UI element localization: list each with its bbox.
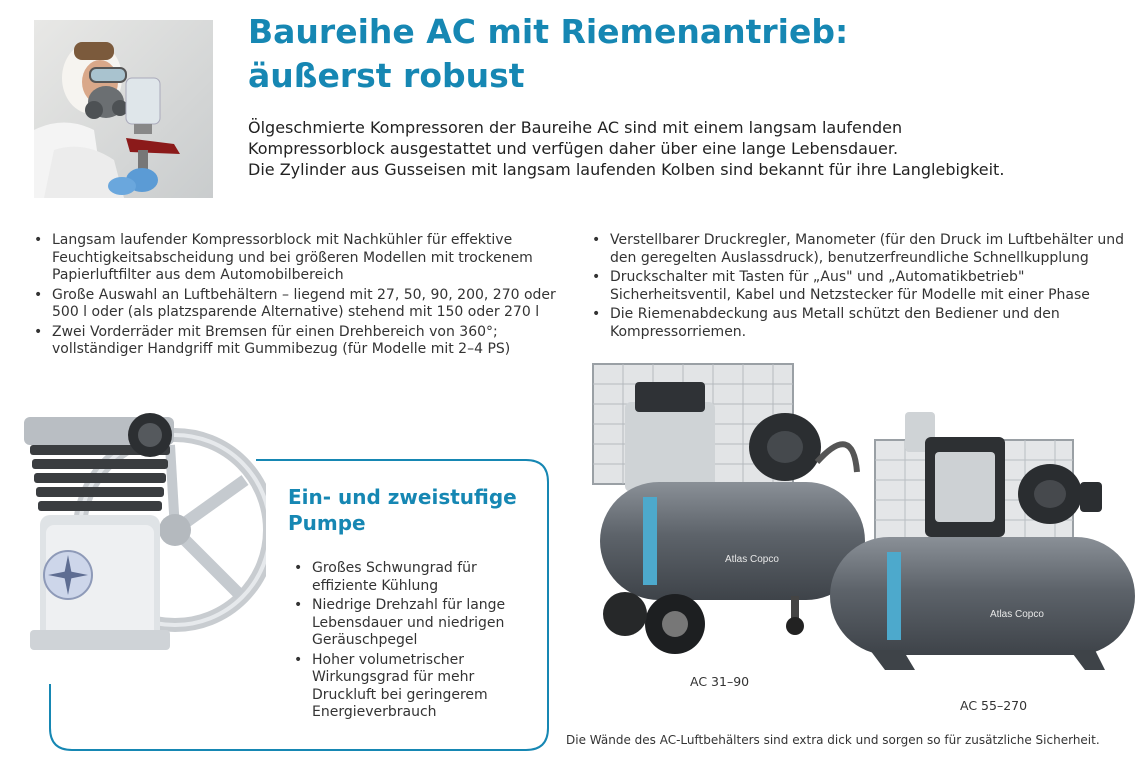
pump-title-line1: Ein- und zweistufige <box>288 485 517 509</box>
pump-feature-item: • Hoher volumetrischer Wirkungsgrad für mehr Druckluft bei geringerem Energieverbrauch <box>290 652 535 722</box>
feature-right-item: • Verstellbarer Druckregler, Manometer (für den Druck im Luftbehälter und den geregelten Auslassdruck), benutzerfreundliche Schnellkupplung <box>588 232 1133 267</box>
page-title-line2: äußerst robust <box>248 56 525 95</box>
intro-line3: Die Zylinder aus Gusseisen mit langsam laufenden Kolben sind bekannt für ihre Langlebigkeit. <box>248 160 1005 179</box>
pump-photo <box>10 405 266 675</box>
footnote: Die Wände des AC-Luftbehälters sind extra dick und sorgen so für zusätzliche Sicherheit. <box>566 733 1100 747</box>
feature-right-item: • Druckschalter mit Tasten für „Aus" und „Automatikbetrieb" Sicherheitsventil, Kabel und Netzstecker für Modelle mit einer Phase <box>588 269 1133 304</box>
product-label-ac55: AC 55–270 <box>960 698 1028 713</box>
brand-label-large: Atlas Copco <box>990 609 1044 620</box>
pump-features <box>290 560 535 724</box>
feature-right-item: • Die Riemenabdeckung aus Metall schützt den Bediener und den Kompressorriemen. <box>588 306 1133 341</box>
pump-feature-item: • Großes Schwungrad für effiziente Kühlung <box>290 560 535 595</box>
pump-title-line2: Pumpe <box>288 511 366 535</box>
pump-title <box>288 484 538 536</box>
feature-left-item: • Zwei Vorderräder mit Bremsen für einen Drehbereich von 360°; vollständiger Handgriff mit Gummibezug (für Modelle mit 2–4 PS) <box>30 324 570 359</box>
painter-photo <box>34 20 213 198</box>
feature-left-item: • Langsam laufender Kompressorblock mit Nachkühler für effektive Feuchtigkeitsabscheidung und bei größeren Modellen mit trockenem Papierluftfilter aus dem Automobilbereich <box>30 232 570 285</box>
pump-feature-item: • Niedrige Drehzahl für lange Lebensdauer und niedrigen Geräuschpegel <box>290 597 535 650</box>
compressors-photo <box>585 362 1140 682</box>
intro-line1: Ölgeschmierte Kompressoren der Baureihe AC sind mit einem langsam laufenden <box>248 118 903 137</box>
page-title-line1: Baureihe AC mit Riemenantrieb: <box>248 12 849 51</box>
feature-left-item: • Große Auswahl an Luftbehältern – liegend mit 27, 50, 90, 200, 270 oder 500 l oder (als platzsparende Alternative) stehend mit 150 oder 270 l <box>30 287 570 322</box>
features-left <box>30 232 570 361</box>
features-right <box>588 232 1133 343</box>
intro-text <box>248 117 1128 180</box>
page-title <box>248 10 1128 98</box>
intro-line2: Kompressorblock ausgestattet und verfügen daher über eine lange Lebensdauer. <box>248 139 899 158</box>
brand-label-small: Atlas Copco <box>725 554 779 565</box>
product-label-ac31: AC 31–90 <box>690 674 750 689</box>
